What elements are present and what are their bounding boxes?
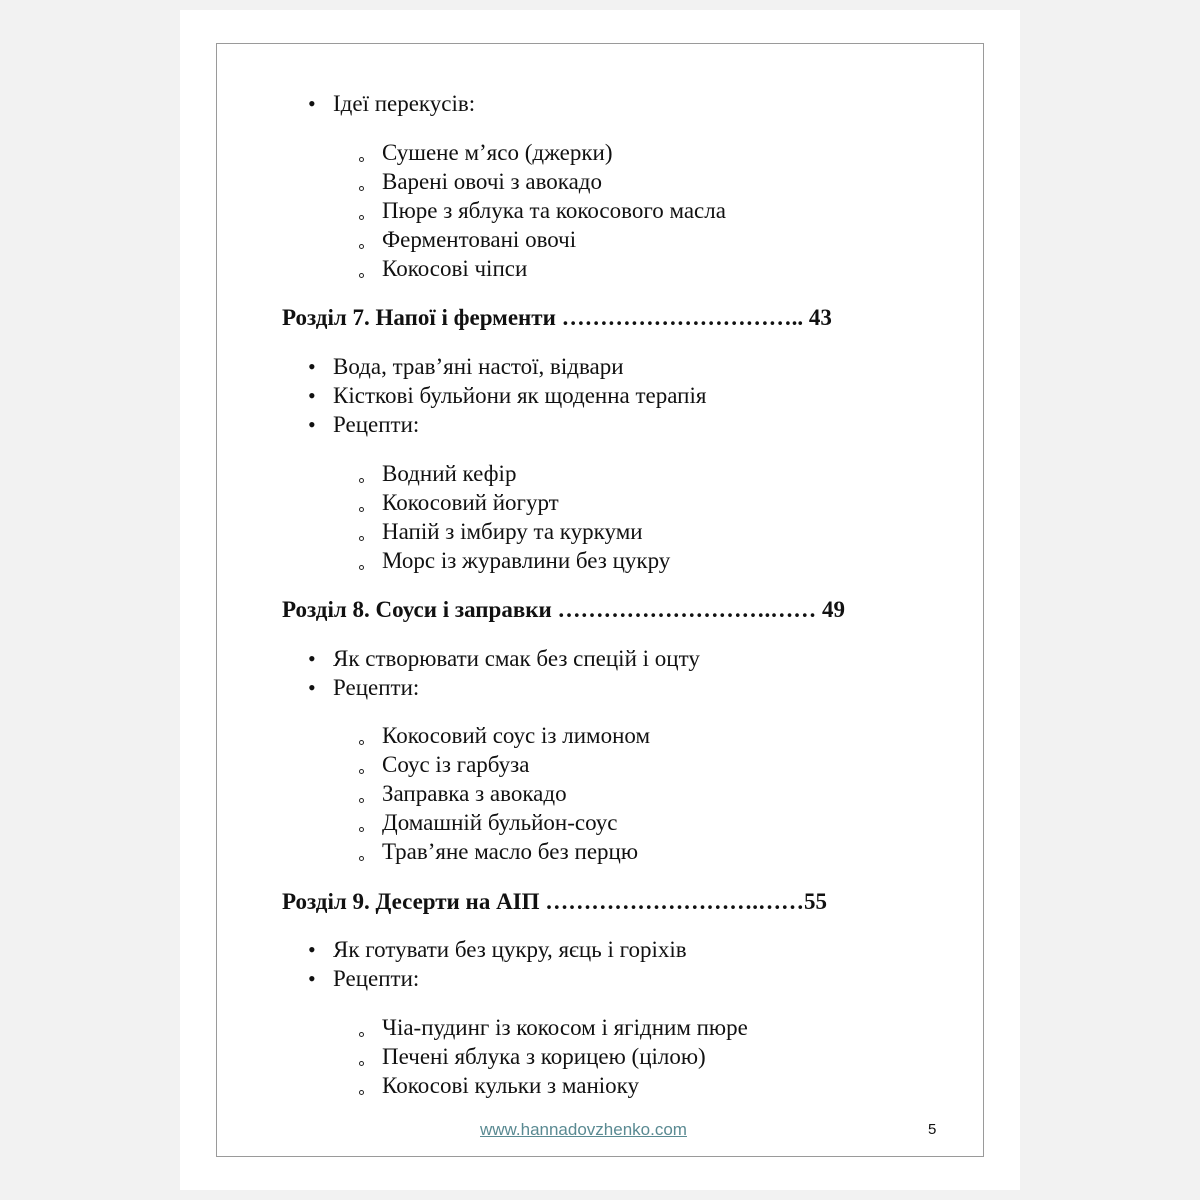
list-item: Домашній бульйон-соус [382, 810, 618, 835]
section-heading-7: Розділ 7. Напої і ферменти ………………………….. 43 [282, 305, 832, 330]
bullet-marker: • [308, 412, 316, 437]
sub-bullet-marker [359, 157, 364, 162]
list-item: Чіа-пудинг із кокосом і ягідним пюре [382, 1015, 748, 1040]
list-item: Кокосові чіпси [382, 256, 528, 281]
website-link[interactable]: www.hannadovzhenko.com [480, 1120, 687, 1139]
list-item: Сушене м’ясо (джерки) [382, 140, 613, 165]
list-item: Кокосовий соус із лимоном [382, 723, 650, 748]
list-item: Вода, трав’яні настої, відвари [333, 354, 624, 379]
sub-bullet-marker [359, 565, 364, 570]
section-heading-8: Розділ 8. Соуси і заправки ……………………….…… 49 [282, 597, 846, 622]
list-item: Заправка з авокадо [382, 781, 567, 806]
list-item: Варені овочі з авокадо [382, 169, 603, 194]
sub-bullet-marker [359, 1032, 364, 1037]
sub-bullet-marker [359, 186, 364, 191]
bullet-marker: • [308, 937, 316, 962]
list-item: Ферментовані овочі [382, 227, 577, 252]
list-item: Водний кефір [382, 461, 517, 486]
list-item: Пюре з яблука та кокосового масла [382, 198, 726, 223]
sub-bullet-marker [359, 215, 364, 220]
sub-bullet-marker [359, 827, 364, 832]
list-item: Морс із журавлини без цукру [382, 548, 671, 573]
list-item: Рецепти: [333, 675, 420, 700]
intro-bullet: Ідеї перекусів: [333, 91, 476, 116]
list-item: Рецепти: [333, 966, 420, 991]
bullet-marker: • [308, 354, 316, 379]
list-item: Кокосові кульки з маніоку [382, 1073, 640, 1098]
list-item: Як створювати смак без спецій і оцту [333, 646, 700, 671]
list-item: Трав’яне масло без перцю [382, 839, 639, 864]
sub-bullet-marker [359, 856, 364, 861]
sub-bullet-marker [359, 1090, 364, 1095]
list-item: Соус із гарбуза [382, 752, 530, 777]
sub-bullet-marker [359, 273, 364, 278]
sub-bullet-marker [359, 740, 364, 745]
bullet-marker: • [308, 91, 316, 116]
sub-bullet-marker [359, 1061, 364, 1066]
bullet-marker: • [308, 675, 316, 700]
list-item: Кісткові бульйони як щоденна терапія [333, 383, 707, 408]
list-item: Кокосовий йогурт [382, 490, 559, 515]
sub-bullet-marker [359, 536, 364, 541]
sub-bullet-marker [359, 244, 364, 249]
sub-bullet-marker [359, 798, 364, 803]
sub-bullet-marker [359, 769, 364, 774]
list-item: Напій з імбиру та куркуми [382, 519, 643, 544]
list-item: Печені яблука з корицею (цілою) [382, 1044, 706, 1069]
list-item: Як готувати без цукру, яєць і горіхів [333, 937, 687, 962]
sub-bullet-marker [359, 478, 364, 483]
bullet-marker: • [308, 383, 316, 408]
bullet-marker: • [308, 646, 316, 671]
bullet-marker: • [308, 966, 316, 991]
list-item: Рецепти: [333, 412, 420, 437]
sub-bullet-marker [359, 507, 364, 512]
page-number: 5 [928, 1121, 937, 1138]
section-heading-9: Розділ 9. Десерти на АІП ……………………….……55 [282, 889, 828, 914]
